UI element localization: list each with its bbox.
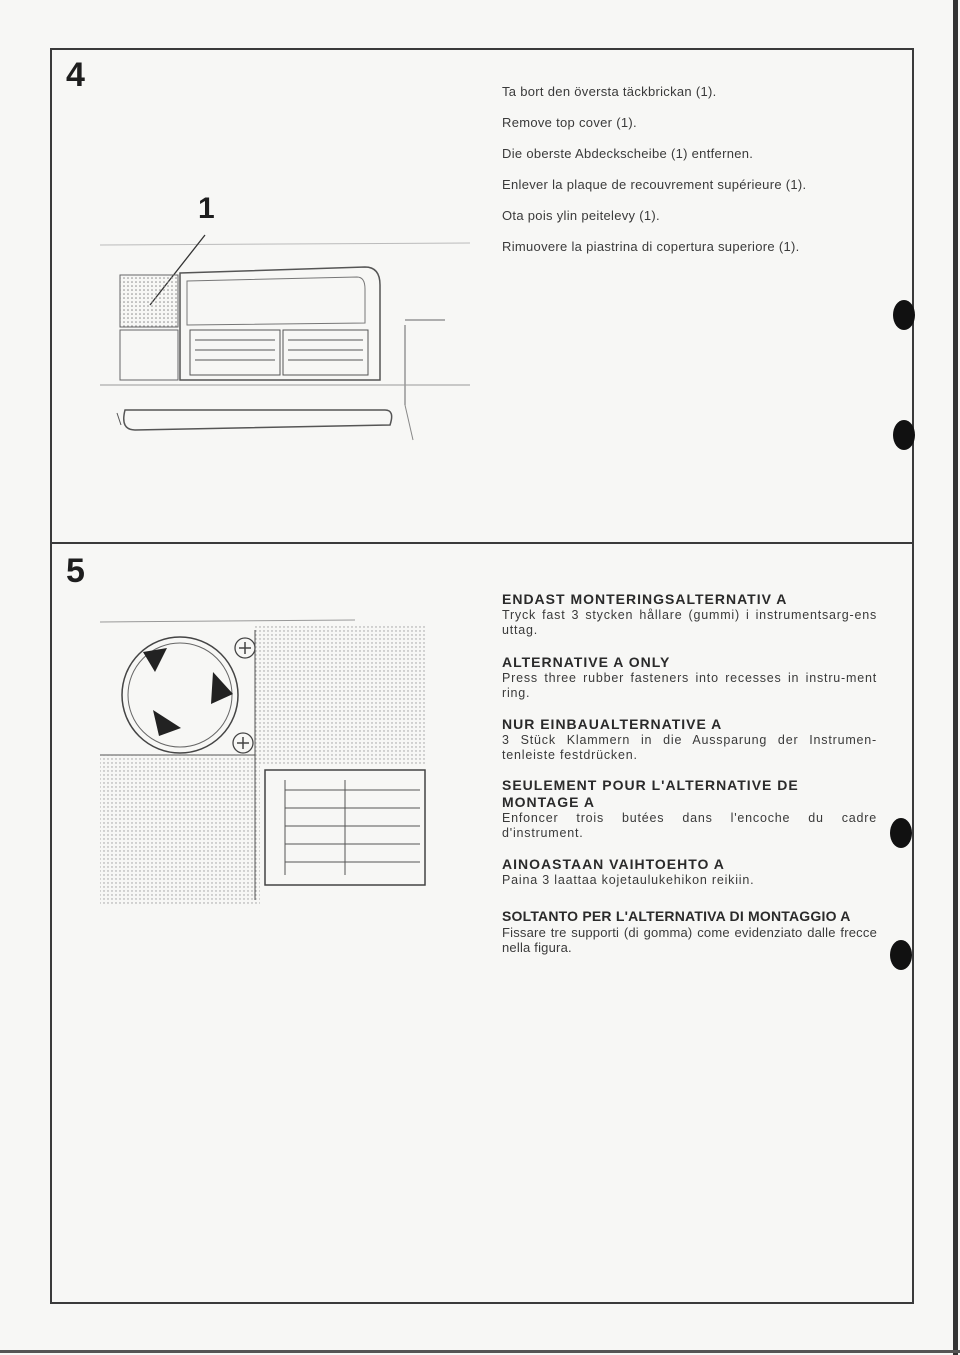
binder-hole — [893, 420, 915, 450]
block-heading: SEULEMENT POUR L'ALTERNATIVE DE MONTAGE A — [502, 777, 799, 810]
step-5-instrument-ring-illustration — [95, 610, 435, 910]
binder-hole — [890, 940, 912, 970]
step-5-block-fi — [502, 856, 877, 888]
block-heading: ENDAST MONTERINGSALTERNATIV A — [502, 591, 788, 607]
block-body: Paina 3 laattaa kojetaulukehikon reikiin. — [502, 873, 755, 887]
step-4-instructions — [502, 84, 806, 270]
fastener-arrow-top — [143, 648, 167, 672]
right-air-vent — [283, 330, 368, 375]
step-4-line-en: Remove top cover (1). — [502, 115, 637, 130]
page-edge-bar — [953, 0, 958, 1355]
left-air-vent — [190, 330, 280, 375]
step-5-block-fr — [502, 777, 877, 841]
block-body: Press three rubber fasteners into recesses in instru-ment ring. — [502, 671, 877, 700]
block-body: Enfoncer trois butées dans l'encoche du cadre d'instrument. — [502, 811, 877, 840]
block-body: 3 Stück Klammern in die Aussparung der Instrumen-tenleiste festdrücken. — [502, 733, 877, 762]
block-body: Tryck fast 3 stycken hållare (gummi) i instrumentsarg-ens uttag. — [502, 608, 877, 637]
binder-hole — [890, 818, 912, 848]
top-cover-plate — [120, 275, 178, 327]
block-heading: NUR EINBAUALTERNATIVE A — [502, 716, 723, 732]
callout-label-1: 1 — [198, 192, 215, 225]
step-4-line-fi: Ota pois ylin peitelevy (1). — [502, 208, 660, 223]
step-5-number: 5 — [66, 552, 85, 590]
step-5-block-it — [502, 908, 877, 955]
step-4-line-fr: Enlever la plaque de recouvrement supérieure (1). — [502, 177, 807, 192]
step-4-number: 4 — [66, 56, 85, 94]
block-heading: SOLTANTO PER L'ALTERNATIVA DI MONTAGGIO A — [502, 908, 851, 924]
step-4-line-de: Die oberste Abdeckscheibe (1) entfernen. — [502, 146, 754, 161]
step-5-block-de — [502, 716, 877, 763]
step-4-line-it: Rimuovere la piastrina di copertura superiore (1). — [502, 239, 800, 254]
block-heading: AINOASTAAN VAIHTOEHTO A — [502, 856, 725, 872]
fastener-arrow-bottom — [153, 710, 181, 736]
step-4-dashboard-illustration — [95, 225, 475, 465]
section-divider — [50, 542, 914, 544]
step-5-block-sv — [502, 591, 877, 638]
step-4-line-sv: Ta bort den översta täckbrickan (1). — [502, 84, 717, 99]
binder-hole — [893, 300, 915, 330]
fastener-arrow-right — [211, 672, 233, 704]
block-body: Fissare tre supporti (di gomma) come evidenziato dalle frecce nella figura. — [502, 925, 877, 955]
step-5-block-en — [502, 654, 877, 701]
page-bottom-edge — [0, 1350, 960, 1353]
block-heading: ALTERNATIVE A ONLY — [502, 654, 671, 670]
